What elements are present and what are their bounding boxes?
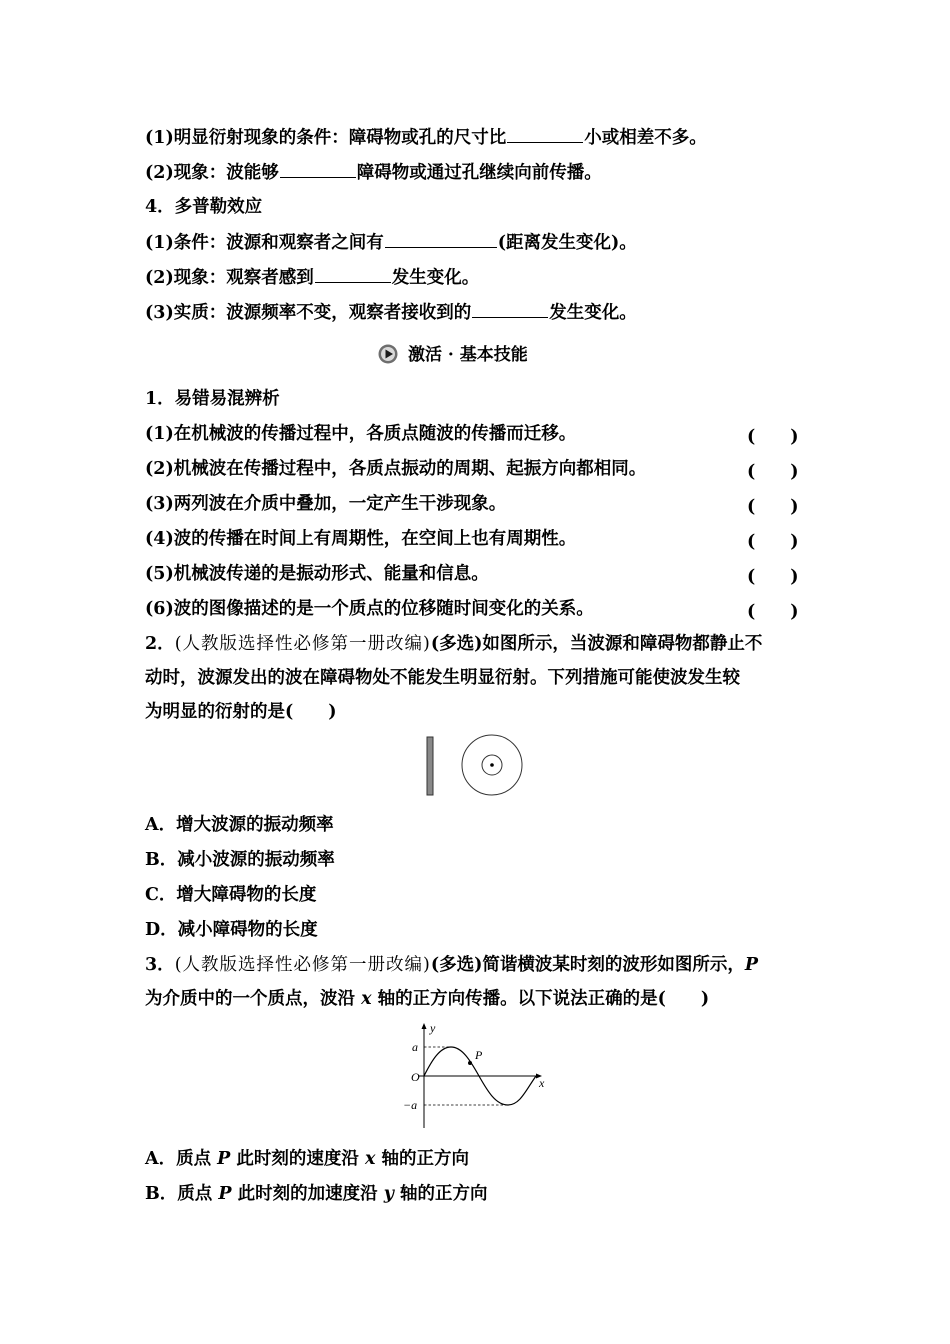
x-axis-label: x (539, 1076, 545, 1090)
waveform-graph (396, 1020, 551, 1132)
text: 发生变化。 (549, 303, 637, 323)
answer-paren[interactable]: ( ) (747, 427, 799, 447)
var-p: P (218, 1184, 232, 1204)
text: A．质点 (145, 1149, 218, 1169)
q2-option-d[interactable]: D．减小障碍物的长度 (145, 920, 318, 940)
text: (距离发生变化)。 (497, 233, 637, 253)
q3-option-a[interactable] (145, 1148, 810, 1170)
doppler-title: 4．多普勒效应 (145, 197, 263, 217)
point-p-dot (468, 1061, 472, 1065)
answer-blank[interactable] (472, 301, 548, 318)
wave-source-dot (490, 763, 494, 767)
answer-paren[interactable]: ( ) (747, 532, 799, 552)
play-circle-icon (378, 344, 398, 364)
text: B．质点 (145, 1184, 219, 1204)
answer-paren[interactable]: ( ) (747, 462, 799, 482)
var-p: P (217, 1149, 231, 1169)
var-x: x (361, 989, 372, 1009)
text: (多选)简谐横波某时刻的波形如图所示， (430, 955, 745, 975)
q2-option-c[interactable]: C．增大障碍物的长度 (145, 885, 317, 905)
answer-blank[interactable] (385, 231, 497, 248)
section-heading (378, 343, 528, 367)
q2-stem-line1 (145, 633, 810, 655)
q3-option-b[interactable] (145, 1183, 810, 1205)
origin-label: O (411, 1070, 420, 1084)
label-a: a (412, 1040, 418, 1054)
text: (多选)如图所示，当波源和障碍物都静止不 (430, 634, 763, 654)
text: 发生变化。 (391, 268, 480, 288)
question-source: (人教版选择性必修第一册改编) (174, 955, 431, 975)
diffraction-condition (145, 126, 810, 149)
q1-item: (5)机械波传递的是振动形式、能量和信息。 (145, 564, 489, 584)
answer-paren[interactable]: ( ) (747, 567, 799, 587)
y-axis-label: y (430, 1021, 436, 1035)
wave-source-obstacle-figure (420, 734, 530, 799)
text: 障碍物或通过孔继续向前传播。 (356, 163, 602, 183)
q1-item: (1)在机械波的传播过程中，各质点随波的传播而迁移。 (145, 424, 577, 444)
text: (3)实质：波源频率不变，观察者接收到的 (145, 303, 472, 323)
answer-blank[interactable] (507, 126, 583, 143)
answer-paren[interactable]: ( ) (747, 497, 799, 517)
text: 此时刻的加速度沿 (231, 1184, 384, 1204)
q2-option-b[interactable]: B．减小波源的振动频率 (145, 850, 335, 870)
text: (1)明显衍射现象的条件：障碍物或孔的尺寸比 (145, 128, 507, 148)
doppler-phenomenon (145, 266, 810, 289)
answer-paren[interactable]: ( ) (747, 602, 799, 622)
text: 小或相差不多。 (584, 128, 707, 148)
label-neg-a: −a (403, 1098, 418, 1112)
text: 轴的正方向 (375, 1149, 470, 1169)
doppler-essence (145, 301, 810, 324)
text: 为介质中的一个质点，波沿 (145, 989, 362, 1009)
answer-blank[interactable] (315, 266, 391, 283)
question-number: 2． (145, 634, 175, 654)
question-source: (人教版选择性必修第一册改编) (174, 634, 431, 654)
diffraction-phenomenon (145, 161, 810, 184)
var-p: P (744, 955, 759, 975)
q3-stem-line2 (145, 988, 810, 1010)
q1-item: (3)两列波在介质中叠加，一定产生干涉现象。 (145, 494, 507, 514)
obstacle-bar (427, 737, 433, 795)
y-axis-arrow-icon (422, 1023, 427, 1029)
q2-option-a[interactable]: A．增大波源的振动频率 (145, 815, 334, 835)
var-x: x (365, 1149, 376, 1169)
q2-stem-line3: 为明显的衍射的是( ) (145, 702, 337, 722)
q1-item: (4)波的传播在时间上有周期性，在空间上也有周期性。 (145, 529, 577, 549)
text: 此时刻的速度沿 (230, 1149, 366, 1169)
text: 轴的正方向传播。以下说法正确的是( ) (371, 989, 710, 1009)
var-y: y (383, 1184, 394, 1204)
question-number: 3． (145, 955, 175, 975)
text: (2)现象：观察者感到 (145, 268, 314, 288)
q1-item: (2)机械波在传播过程中，各质点振动的周期、起振方向都相同。 (145, 459, 647, 479)
text: (1)条件：波源和观察者之间有 (145, 233, 384, 253)
text: (2)现象：波能够 (145, 163, 279, 183)
doppler-condition (145, 231, 810, 254)
text: 轴的正方向 (393, 1184, 488, 1204)
q1-item: (6)波的图像描述的是一个质点的位移随时间变化的关系。 (145, 599, 594, 619)
q3-stem-line1 (145, 954, 810, 976)
section-title: 激活 · 基本技能 (408, 345, 528, 365)
answer-blank[interactable] (280, 161, 356, 178)
point-p-label: P (475, 1048, 483, 1062)
q1-title: 1．易错易混辨析 (145, 389, 280, 409)
q2-stem-line2: 动时，波源发出的波在障碍物处不能发生明显衍射。下列措施可能使波发生较 (145, 668, 740, 688)
